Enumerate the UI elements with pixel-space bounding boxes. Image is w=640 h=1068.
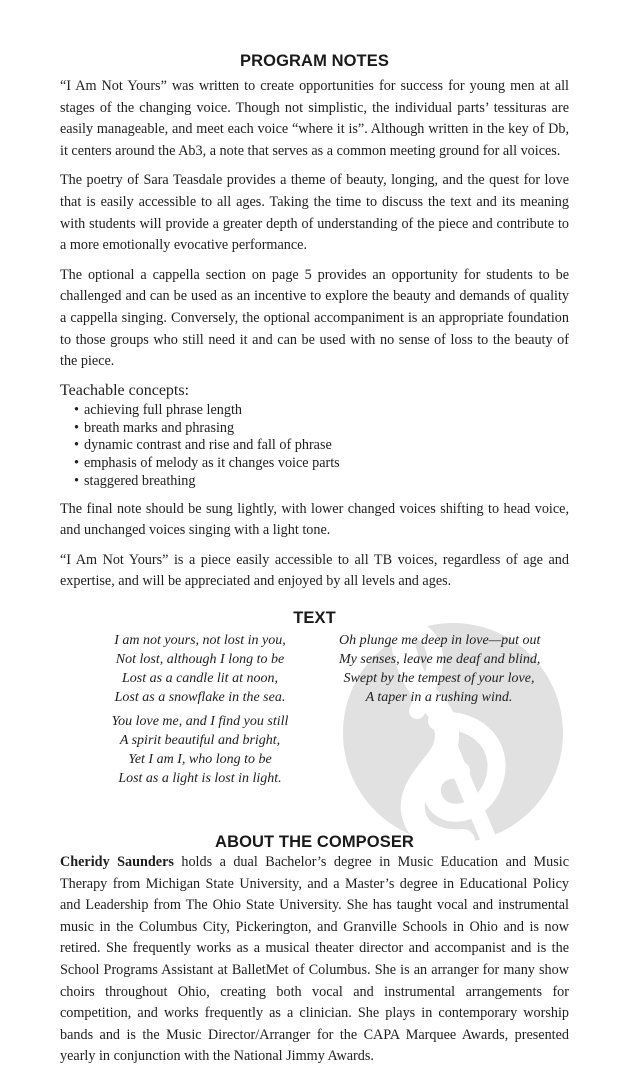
program-notes-paragraph: “I Am Not Yours” is a piece easily accessible to all TB voices, regardless of age and expertise, and will be appreciated and enjoyed by all levels and ages. [60,551,569,590]
composer-name: Cheridy Saunders [60,854,174,871]
program-notes-paragraph: The optional a cappella section on page 5 provides an opportunity for students to be challenged and can be used as an incentive to explore the beauty and demands of quality a cappella singing. Conversely, the optional accompaniment is an appropriate foundation to those groups who still need it and can be used with no sense of loss to the beauty of the piece. [60,266,569,370]
poem-stanza [100,712,300,788]
about-composer-heading: ABOUT THE COMPOSER [215,833,414,852]
text-heading: TEXT [293,609,336,628]
composer-bio-section [60,852,569,1068]
bullet-icon: • [74,472,79,489]
bullet-icon: • [74,455,79,472]
teachable-concepts-label: Teachable concepts: [60,381,190,399]
composer-bio [60,852,569,1068]
poem-line: Lost as a snowflake in the sea. [114,690,286,706]
bullet-icon: • [74,401,79,418]
poem-text [60,631,569,793]
poem-line: I am not yours, not lost in you, [114,633,286,649]
composer-bio-text: holds a dual Bachelor’s degree in Music Education and Music Therapy from Michigan State University, and a Master’s degree in Educational Policy and Leadership from The Ohio State University. She has taught vocal and instrumental music in the Columbus City, Pickerington, and Granville Schools in Ohio and is now retired. She frequently works as a musical theater director and accompanist and is the School Programs Assistant at BalletMet of Columbus. She is an arranger for many show choirs throughout Ohio, creating both vocal and instrumental arrangements for competition, and works frequently as a clinician. She plays in contemporary worship bands and is the Music Director/Arranger for the CAPA Marquee Awards, presented yearly in conjunction with the National Jimmy Awards. [60,854,569,1065]
program-notes-paragraph: The poetry of Sara Teasdale provides a theme of beauty, longing, and the quest for love that is easily accessible to all ages. Taking the time to discuss the text and its meaning with students will provide a greater depth of understanding of the piece and contribute to a more emotionally evocative performance. [60,172,569,254]
bullet-icon: • [74,419,79,436]
teachable-concepts-list [60,402,569,491]
poem-line: Lost as a light is lost in light. [118,771,282,787]
poem-line: Yet I am I, who long to be [128,752,272,768]
program-notes-section [60,76,569,593]
program-notes-paragraph: “I Am Not Yours” was written to create opportunities for success for young men at all stages of the changing voice. Though not simplistic, the individual parts’ tessituras are easily manageable, and meet each voice “where it is”. Although written in the key of Db, it centers around the Ab3, a note that serves as a common meeting ground for all voices. [60,78,569,159]
list-item: • emphasis of melody as it changes voice parts [74,455,340,472]
poem-left-column [100,631,300,793]
bullet-icon: • [74,437,79,454]
poem-stanza [100,631,300,707]
poem-line: A taper in a rushing wind. [365,690,513,706]
poem-line: Lost as a candle lit at noon, [122,671,278,687]
list-item: • dynamic contrast and rise and fall of phrase [74,437,332,454]
poem-line: Oh plunge me deep in love—put out [339,633,541,649]
list-item: • breath marks and phrasing [74,419,235,436]
list-item: • staggered breathing [74,472,196,489]
program-notes-heading: PROGRAM NOTES [240,52,389,70]
poem-line: You love me, and I find you still [111,714,289,730]
poem-line: Not lost, although I long to be [115,652,285,668]
poem-line: A spirit beautiful and bright, [119,733,281,749]
program-notes-paragraph: The final note should be sung lightly, with lower changed voices shifting to head voice, and unchanged voices singing with a light tone. [60,500,569,539]
poem-line: Swept by the tempest of your love, [343,671,535,687]
list-item: • achieving full phrase length [74,401,242,418]
poem-right-column [339,631,539,793]
poem-stanza [339,631,539,707]
page-content [60,52,569,1068]
poem-line: My senses, leave me deaf and blind, [339,652,541,668]
